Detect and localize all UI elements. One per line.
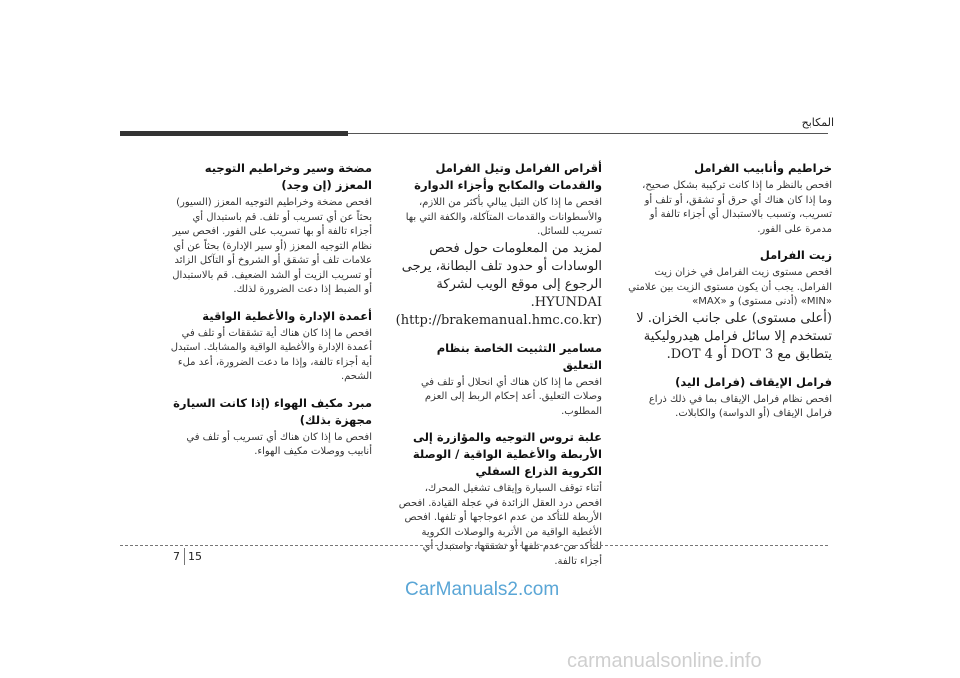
section-heading: فرامل الإيقاف (فرامل اليد) xyxy=(675,374,832,389)
manual-section xyxy=(168,308,372,385)
manual-section xyxy=(395,160,602,330)
column-left xyxy=(168,160,372,470)
manual-section xyxy=(628,374,832,422)
manual-section xyxy=(628,247,832,364)
watermark-carmanuals: CarManuals2.com xyxy=(405,579,560,600)
section-paragraph: افحص مضخة وخراطيم التوجيه المعزز (السيور) بحثاً عن أي تسريب أو تلف. قم باستبدال أي أجزاء تالفة أو بها تسريب على الفور. افحص سير نظام التوجيه المعزز (أو سير الإدارة) بحثاً عن أي علامات تلف أو تشقق أو الشروخ أو التآكل الزائد أو تسريب الزيت أو الشد الضعيف. قم بالاستبدال أو الضبط إذا دعت الضرورة لذلك. xyxy=(172,197,372,295)
section-paragraph: افحص ما إذا كان هناك أية تشققات أو تلف في أعمدة الإدارة والأغطية الواقية والمشابك. استبدل أية أجزاء تالفة، وإذا ما دعت الضرورة، أعد ملء الشحم. xyxy=(170,327,372,382)
manual-section xyxy=(628,160,832,237)
manual-section xyxy=(168,160,372,298)
manual-section xyxy=(168,395,372,460)
section-paragraph: (http://brakemanual.hmc.co.kr) xyxy=(395,312,602,328)
section-paragraph: (أعلى مستوى) على جانب الخزان. لا تستخدم إلا سائل فرامل هيدروليكية يتطابق مع DOT 3 أو DOT 4. xyxy=(636,310,832,362)
section-number: 7 xyxy=(173,550,180,563)
section-paragraph: افحص بالنظر ما إذا كانت تركيبة بشكل صحيح، وما إذا كان هناك أي حرق أو تشقق، أو تلف أو تسريب، وتسبب بالاستبدال أي أجزاء تالفة أو مدمرة على الفور. xyxy=(642,180,832,235)
manual-section xyxy=(398,429,602,569)
section-heading: علبة تروس التوجيه والمؤازرة إلى الأربطة والأغطية الواقية / الوصلة الكروية الذراع السفلي xyxy=(412,430,602,478)
section-heading: أقراص الفرامل وتيل الفرامل والقدمات والمكابح وأجزاء الدوارة xyxy=(414,161,602,192)
section-paragraph: افحص ما إذا كان هناك أي انحلال أو تلف في وصلات التعليق. أعد إحكام الربط إلى العزم المطلوب. xyxy=(420,376,602,417)
section-paragraph: افحص مستوى زيت الفرامل في خزان زيت الفرامل. يجب أن يكون مستوى الزيت بين علامتي «MIN» (أدنى مستوى) و «MAX» xyxy=(628,267,832,307)
page-header-title: المكابح xyxy=(801,116,834,129)
page-number: 15 xyxy=(188,550,202,563)
watermark-carmanualsonline: carmanualsonline.info xyxy=(567,650,762,672)
section-heading: مسامير التثبيت الخاصة بنظام التعليق xyxy=(436,340,602,372)
section-heading: مبرد مكيف الهواء (إذا كانت السيارة مجهزة بذلك) xyxy=(173,395,372,427)
manual-section xyxy=(398,340,602,420)
page-number-separator xyxy=(184,548,185,565)
section-heading: مضخة وسير وخراطيم التوجيه المعزز (إن وجد) xyxy=(204,161,372,192)
column-middle xyxy=(395,160,602,579)
section-paragraph: أثناء توقف السيارة وإيقاف تشغيل المحرك، افحص درد العقل الزائدة في عجلة القيادة. افحص الأربطة للتأكد من عدم اعوجاجها أو تلفها. افحص الأغطية الواقية من الأتربة والوصلات الكروية للتأكد من عدم تلفها أو تشققها، واستبدل أي أجزاء تالفة. xyxy=(398,483,602,567)
section-paragraph: افحص ما إذا كان التيل يبالي بأكثر من اللازم، والأسطوانات والقدمات المتآكلة، والكفة التي بها تسريب للسائل. xyxy=(405,197,602,237)
header-accent-bar xyxy=(120,131,348,136)
section-heading: أعمدة الإدارة والأغطية الواقية xyxy=(202,308,372,323)
section-paragraph: افحص نظام فرامل الإيقاف بما في ذلك ذراع فرامل الإيقاف (أو الدواسة) والكابلات. xyxy=(648,393,832,419)
footer-divider xyxy=(120,545,828,546)
column-right xyxy=(628,160,832,432)
section-paragraph: لمزيد من المعلومات حول فحص الوسادات أو حدود تلف البطانة، يرجى الرجوع إلى موقع الويب لشركة HYUNDAI. xyxy=(401,240,602,310)
section-heading: زيت الفرامل xyxy=(759,248,832,262)
section-paragraph: افحص ما إذا كان هناك أي تسريب أو تلف في أنابيب ووصلات مكيف الهواء. xyxy=(186,431,372,457)
section-heading: خراطيم وأنابيب الفرامل xyxy=(694,161,832,175)
